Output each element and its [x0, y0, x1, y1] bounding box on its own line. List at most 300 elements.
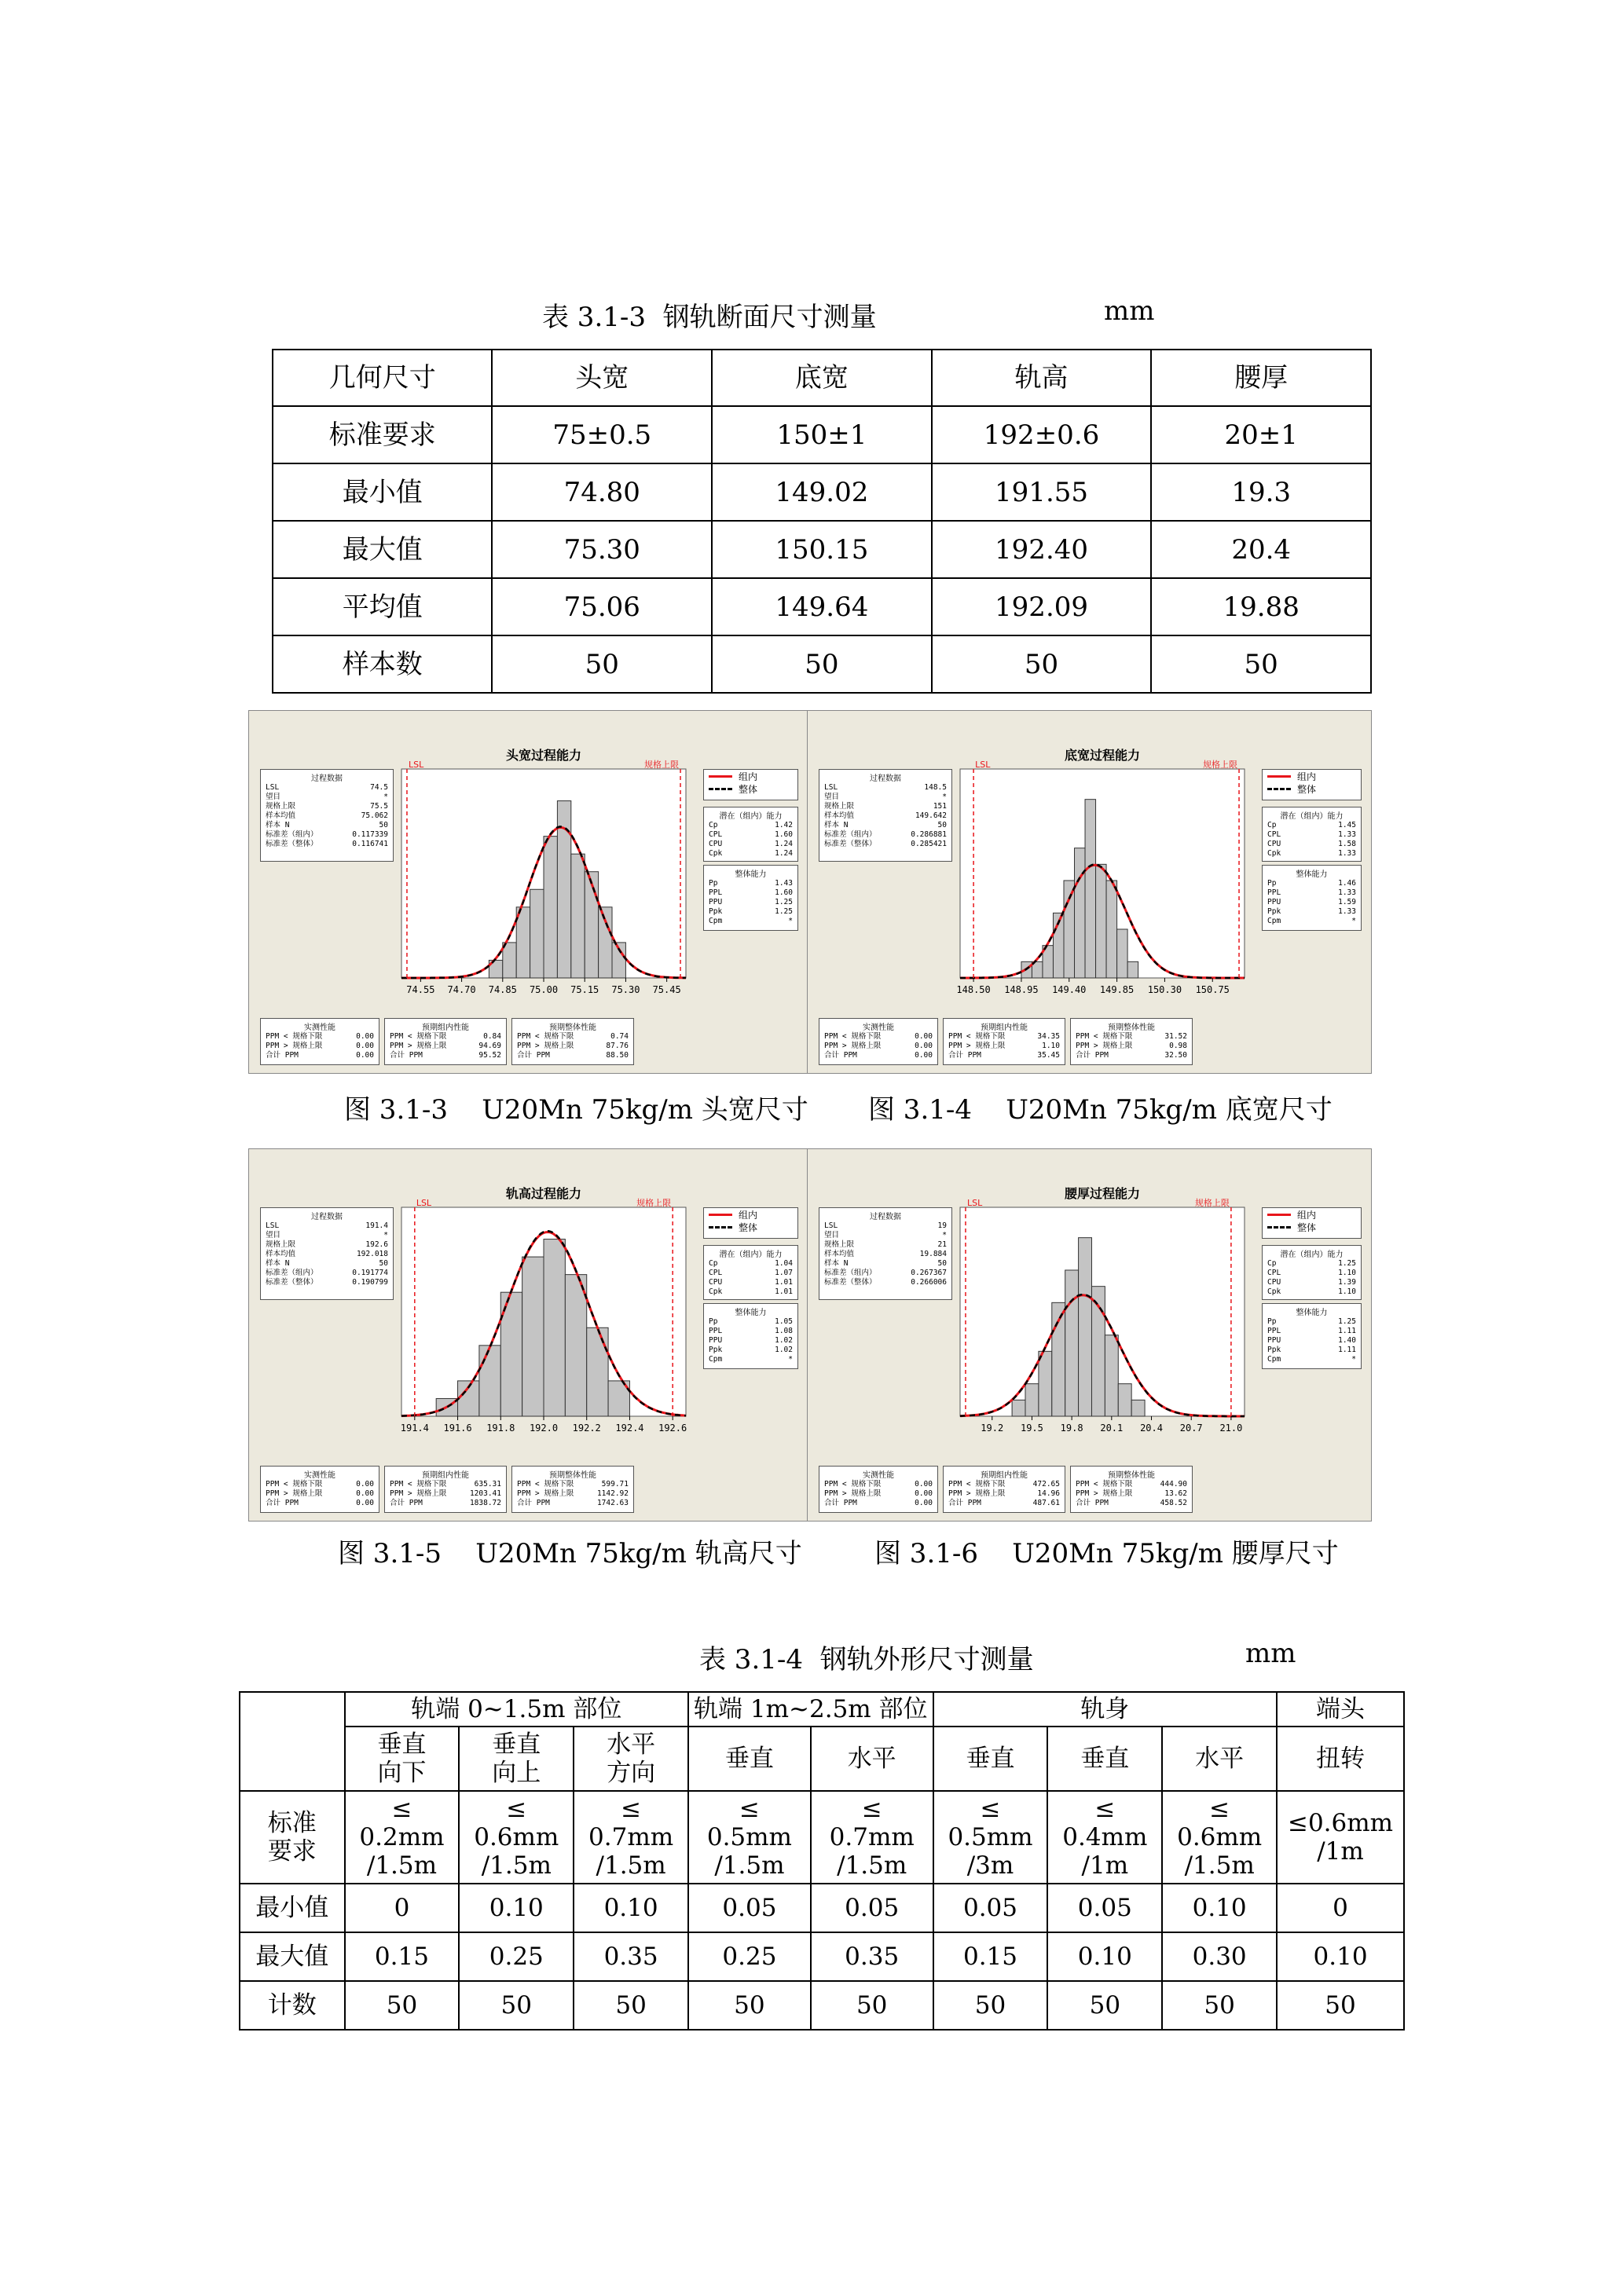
within-capability-box-value: 1.42 [775, 821, 793, 829]
table2-subheader-cell: 扭转 [1277, 1727, 1404, 1791]
process-data-box-label: 标准差（组内） [824, 1269, 877, 1277]
expected-within-box-value: 472.65 [1032, 1480, 1060, 1489]
table2-cell: ≤ 0.7mm /1.5m [811, 1791, 933, 1884]
histogram-bar [1025, 1384, 1039, 1416]
within-capability-box [1262, 1245, 1362, 1300]
table1-row [273, 406, 1371, 463]
x-tick-label: 20.7 [1179, 1423, 1203, 1434]
legend-item-overall [1263, 782, 1361, 795]
overall-capability-box-row [704, 1327, 797, 1336]
observed-performance-box-value: 0.00 [356, 1032, 374, 1041]
table2-cell: 50 [1162, 1981, 1277, 2030]
overall-capability-box-value: 1.11 [1338, 1327, 1356, 1335]
fig-caption-6: 图 3.1-6 U20Mn 75kg/m 腰厚尺寸 [874, 1538, 1339, 1569]
table2-cell: 50 [811, 1981, 933, 2030]
within-capability-box-value: 1.01 [775, 1278, 793, 1287]
table2-subheader-cell: 水平 [1162, 1727, 1277, 1791]
within-capability-box-row [1263, 830, 1361, 840]
expected-within-box-value: 95.52 [478, 1051, 501, 1060]
table2-cell: 0.30 [1162, 1932, 1277, 1981]
table2-subheader-cell: 垂直 向上 [459, 1727, 574, 1791]
overall-capability-box [1262, 1303, 1362, 1369]
legend-label-within: 组内 [1297, 1209, 1317, 1221]
table2-cell: 计数 [240, 1981, 345, 2030]
overall-capability-box-value: 1.08 [775, 1327, 793, 1335]
x-tick-label: 192.6 [658, 1423, 687, 1434]
process-data-box-row [819, 802, 951, 811]
table2-cell: 最小值 [240, 1884, 345, 1932]
expected-within-box-row [944, 1480, 1065, 1489]
expected-within-box [943, 1018, 1065, 1065]
observed-performance-box-value: 0.00 [356, 1042, 374, 1050]
table2-cell: ≤ 0.2mm /1.5m [345, 1791, 460, 1884]
expected-overall-box-value: 0.98 [1169, 1042, 1187, 1050]
x-tick-label: 150.30 [1147, 984, 1182, 995]
expected-within-box-label: PPM > 规格上限 [948, 1042, 1006, 1050]
overall-capability-box-title: 整体能力 [735, 870, 767, 879]
expected-overall-box-row [512, 1042, 633, 1051]
table2-row [240, 1884, 1404, 1932]
legend-label-overall: 整体 [1297, 783, 1317, 795]
legend-item-within [1263, 1208, 1361, 1221]
process-data-box-row [261, 1231, 393, 1240]
process-data-box-label: 规格上限 [824, 802, 855, 811]
process-data-box-title: 过程数据 [870, 774, 901, 783]
table1-row [273, 463, 1371, 521]
legend-swatch-within [709, 1214, 732, 1216]
overall-capability-box-value: * [1351, 917, 1356, 925]
chart-title: 腰厚过程能力 [1064, 1186, 1140, 1201]
observed-performance-box-label: PPM < 规格下限 [266, 1480, 323, 1489]
table2-row [240, 1932, 1404, 1981]
observed-performance-box-row [261, 1032, 379, 1042]
process-data-box-value: 50 [379, 1259, 388, 1268]
process-data-box-value: 0.191774 [352, 1269, 388, 1277]
process-data-box-row [819, 783, 951, 793]
table1-cell: 50 [712, 635, 932, 693]
within-capability-box-value: 1.39 [1338, 1278, 1356, 1287]
table1-cell: 192.40 [932, 521, 1152, 578]
overall-capability-box-value: 1.02 [775, 1336, 793, 1345]
process-data-box-value: 0.266006 [911, 1278, 947, 1287]
within-capability-box-label: CPU [1267, 840, 1281, 848]
overall-capability-box-value: 1.60 [775, 888, 793, 897]
legend-swatch-overall [709, 788, 732, 790]
table1-header-cell: 几何尺寸 [273, 350, 492, 406]
overall-capability-box-label: Cpm [709, 1355, 723, 1364]
process-data-box-row [819, 1250, 951, 1259]
process-data-box-label: 标准差（整体） [824, 1278, 877, 1287]
process-data-box-value: * [383, 1231, 388, 1240]
within-capability-box-title: 潜在（组内）能力 [1280, 1251, 1344, 1259]
table1-cell: 最小值 [273, 463, 492, 521]
expected-within-box-label: 合计 PPM [390, 1051, 423, 1060]
table2-cell: 最大值 [240, 1932, 345, 1981]
process-data-box-label: 样本均值 [824, 1250, 855, 1258]
table2-group-header: 轨端 0~1.5m 部位 [345, 1692, 688, 1727]
table1-row [273, 578, 1371, 635]
x-tick-label: 75.15 [570, 984, 599, 995]
expected-within-box [384, 1018, 507, 1065]
expected-overall-box-label: PPM < 规格下限 [1076, 1480, 1133, 1489]
histogram-bar [1127, 961, 1138, 978]
expected-overall-box-value: 444.90 [1160, 1480, 1187, 1489]
within-capability-box-value: 1.10 [1338, 1269, 1356, 1277]
within-capability-box-label: CPL [709, 1269, 723, 1277]
expected-within-box-value: 635.31 [474, 1480, 501, 1489]
capability-chart-base-width [807, 710, 1372, 1074]
process-data-box-value: 0.190799 [352, 1278, 388, 1287]
x-tick-label: 19.8 [1060, 1423, 1083, 1434]
table1-cell: 19.88 [1151, 578, 1371, 635]
histogram-bar [1039, 1351, 1052, 1416]
expected-within-box-label: 合计 PPM [948, 1499, 981, 1507]
expected-within-box-value: 487.61 [1032, 1499, 1060, 1507]
chart-title: 底宽过程能力 [1064, 748, 1140, 763]
within-capability-box-value: 1.60 [775, 830, 793, 839]
histogram-bar [544, 837, 557, 978]
within-capability-box-label: CPL [1267, 830, 1281, 839]
process-data-box-label: 望目 [824, 1231, 840, 1240]
observed-performance-box-label: PPM > 规格上限 [266, 1042, 323, 1050]
table2-group-header: 轨端 1m~2.5m 部位 [688, 1692, 933, 1727]
expected-within-box-row [385, 1051, 506, 1060]
x-tick-label: 20.1 [1100, 1423, 1124, 1434]
process-data-box-value: 50 [937, 821, 947, 829]
overall-capability-box-title: 整体能力 [735, 1309, 767, 1317]
process-data-box-label: 标准差（组内） [824, 830, 877, 839]
observed-performance-box-label: PPM > 规格上限 [266, 1489, 323, 1498]
table1-header-cell: 头宽 [492, 350, 712, 406]
table2-caption: 表 3.1-4 钢轨外形尺寸测量 [699, 1644, 1034, 1675]
process-data-box-value: 74.5 [370, 783, 388, 792]
expected-overall-box-label: PPM < 规格下限 [1076, 1032, 1133, 1041]
expected-overall-box-title: 预期整体性能 [549, 1471, 596, 1480]
within-capability-box-row [704, 840, 797, 849]
expected-overall-box-value: 31.52 [1164, 1032, 1187, 1041]
table2-cell: 0 [1277, 1884, 1404, 1932]
within-capability-box-label: Cpk [1267, 1287, 1281, 1296]
observed-performance-box-row [261, 1051, 379, 1060]
fig-caption-4: 图 3.1-4 U20Mn 75kg/m 底宽尺寸 [868, 1094, 1333, 1126]
expected-overall-box-label: PPM < 规格下限 [517, 1480, 574, 1489]
histogram-bar [587, 1327, 608, 1416]
observed-performance-box-label: 合计 PPM [266, 1499, 299, 1507]
expected-overall-box-row [512, 1051, 633, 1060]
observed-performance-box-value: 0.00 [356, 1499, 374, 1507]
expected-within-box-title: 预期组内性能 [981, 1023, 1028, 1032]
observed-performance-box-value: 0.00 [915, 1499, 933, 1507]
table2-cell: 0.10 [1162, 1884, 1277, 1932]
expected-overall-box-label: 合计 PPM [517, 1499, 550, 1507]
legend-item-overall [704, 782, 797, 795]
expected-overall-box [511, 1018, 634, 1065]
overall-capability-box-row [1263, 888, 1361, 898]
process-data-box-value: 192.6 [365, 1240, 388, 1249]
process-data-box-label: 望目 [266, 793, 281, 801]
expected-overall-box-value: 0.74 [610, 1032, 629, 1041]
process-data-box-value: * [942, 793, 947, 801]
table1-cell: 50 [492, 635, 712, 693]
table2-cell: 0.35 [811, 1932, 933, 1981]
overall-capability-box-row [704, 888, 797, 898]
process-data-box-value: 75.062 [361, 811, 388, 820]
within-capability-box-row [1263, 849, 1361, 859]
observed-performance-box [260, 1466, 379, 1513]
legend-label-overall: 整体 [739, 1221, 758, 1233]
table1-header-cell: 腰厚 [1151, 350, 1371, 406]
process-data-box-value: 149.642 [915, 811, 947, 820]
overall-capability-box-row [1263, 1317, 1361, 1327]
expected-overall-box-label: PPM > 规格上限 [1076, 1042, 1133, 1050]
overall-capability-box-row [704, 1355, 797, 1364]
expected-within-box-row [385, 1032, 506, 1042]
overall-capability-box-value: 1.33 [1338, 907, 1356, 916]
overall-capability-box-value: * [788, 917, 793, 925]
x-tick-label: 150.75 [1195, 984, 1230, 995]
table1-cell: 50 [1151, 635, 1371, 693]
expected-overall-box-value: 88.50 [606, 1051, 629, 1060]
chart-legend [703, 1207, 798, 1239]
table1-cell: 192±0.6 [932, 406, 1152, 463]
overall-capability-box [1262, 865, 1362, 931]
legend-swatch-within [709, 775, 732, 778]
process-data-box-label: LSL [266, 1221, 280, 1230]
x-tick-label: 21.0 [1219, 1423, 1243, 1434]
within-capability-box-row [1263, 840, 1361, 849]
within-capability-box-label: Cp [1267, 1259, 1277, 1268]
overall-capability-box [703, 865, 798, 931]
process-data-box-label: 标准差（整体） [266, 1278, 318, 1287]
within-capability-box [703, 1245, 798, 1300]
usl-label: 规格上限 [1194, 1198, 1230, 1208]
table2-subheader-cell: 垂直 [1047, 1727, 1162, 1791]
observed-performance-box-title: 实测性能 [304, 1023, 335, 1032]
within-capability-box-label: Cpk [1267, 849, 1281, 858]
overall-capability-box-value: 1.11 [1338, 1346, 1356, 1354]
table2-cell: ≤ 0.5mm /1.5m [688, 1791, 811, 1884]
x-tick-label: 149.85 [1099, 984, 1135, 995]
observed-performance-box-title: 实测性能 [304, 1471, 335, 1480]
observed-performance-box-label: 合计 PPM [824, 1499, 857, 1507]
table1-header-cell: 底宽 [712, 350, 932, 406]
table1-cell: 20.4 [1151, 521, 1371, 578]
process-data-box-row [261, 811, 393, 821]
observed-performance-box-row [261, 1489, 379, 1499]
within-capability-box-row [1263, 1269, 1361, 1278]
table1-cell: 19.3 [1151, 463, 1371, 521]
expected-within-box [384, 1466, 507, 1513]
expected-within-box-label: PPM > 规格上限 [390, 1489, 447, 1498]
expected-within-box-value: 94.69 [478, 1042, 501, 1050]
histogram-bar [1065, 1270, 1079, 1416]
histogram-bar [1064, 881, 1075, 978]
process-data-box-row [261, 783, 393, 793]
process-data-box-row [261, 802, 393, 811]
process-data-box [819, 769, 952, 862]
expected-within-box-label: 合计 PPM [390, 1499, 423, 1507]
observed-performance-box-row [261, 1042, 379, 1051]
within-capability-box-row [1263, 1287, 1361, 1297]
table2-cell: 0.05 [933, 1884, 1048, 1932]
process-data-box-label: 规格上限 [824, 1240, 855, 1249]
process-data-box-title: 过程数据 [311, 774, 343, 783]
expected-within-box-row [944, 1489, 1065, 1499]
lsl-label: LSL [966, 1198, 983, 1208]
process-data-box-row [261, 821, 393, 830]
expected-overall-box [1070, 1018, 1193, 1065]
table2-cell: ≤0.6mm /1m [1277, 1791, 1404, 1884]
process-data-box-title: 过程数据 [311, 1213, 343, 1221]
table2-cell: ≤ 0.6mm /1.5m [1162, 1791, 1277, 1884]
observed-performance-box-row [261, 1480, 379, 1489]
overall-capability-box-row [704, 1336, 797, 1346]
chart-legend [1262, 1207, 1362, 1239]
observed-performance-box-label: 合计 PPM [824, 1051, 857, 1060]
overall-capability-box-title: 整体能力 [1296, 1309, 1328, 1317]
process-data-box-row [819, 821, 951, 830]
expected-within-box-label: 合计 PPM [948, 1051, 981, 1060]
table2-cell: 50 [1047, 1981, 1162, 2030]
x-tick-label: 191.4 [400, 1423, 429, 1434]
table2-subheader-cell: 垂直 [688, 1727, 811, 1791]
process-data-box-label: 标准差（整体） [266, 840, 318, 848]
within-capability-box-value: 1.33 [1338, 830, 1356, 839]
process-data-box-row [819, 793, 951, 802]
table2-subheader-cell: 垂直 向下 [345, 1727, 460, 1791]
process-data-box-label: LSL [824, 783, 838, 792]
capability-chart-head-width [248, 710, 808, 1074]
within-capability-box-value: 1.58 [1338, 840, 1356, 848]
overall-capability-box-row [704, 907, 797, 917]
histogram-bar [530, 889, 544, 978]
histogram-bar [522, 1257, 544, 1416]
observed-performance-box-value: 0.00 [915, 1042, 933, 1050]
process-data-box-row [819, 1278, 951, 1287]
table2-cell: 0.10 [1277, 1932, 1404, 1981]
table1-cell: 75.06 [492, 578, 712, 635]
expected-within-box-row [385, 1489, 506, 1499]
overall-capability-box-value: 1.59 [1338, 898, 1356, 906]
process-data-box-value: * [383, 793, 388, 801]
table1-cell: 75.30 [492, 521, 712, 578]
within-capability-box-label: Cpk [709, 849, 723, 858]
overall-capability-box-row [1263, 1355, 1361, 1364]
within-capability-box-label: CPU [709, 1278, 723, 1287]
lsl-label: LSL [408, 760, 424, 770]
within-capability-box-row [1263, 1278, 1361, 1287]
overall-capability-box-label: Pp [709, 879, 718, 888]
within-capability-box-value: 1.33 [1338, 849, 1356, 858]
table1-cell: 74.80 [492, 463, 712, 521]
usl-label: 规格上限 [1203, 760, 1238, 770]
table1-cell: 191.55 [932, 463, 1152, 521]
process-data-box-value: 75.5 [370, 802, 388, 811]
table2-cell: 0.25 [459, 1932, 574, 1981]
legend-swatch-within [1267, 1214, 1291, 1216]
histogram-bar [1131, 1400, 1145, 1416]
overall-capability-box-row [1263, 1346, 1361, 1355]
expected-within-box-value: 1838.72 [469, 1499, 501, 1507]
table1-cell: 149.02 [712, 463, 932, 521]
process-data-box-value: 50 [379, 821, 388, 829]
fig-caption-5: 图 3.1-5 U20Mn 75kg/m 轨高尺寸 [338, 1538, 802, 1569]
table2-cell: 0.05 [811, 1884, 933, 1932]
process-data-box-value: 0.286881 [911, 830, 947, 839]
fig-caption-3: 图 3.1-3 U20Mn 75kg/m 头宽尺寸 [344, 1094, 808, 1126]
table2-cell: ≤ 0.5mm /3m [933, 1791, 1048, 1884]
histogram-bar [503, 943, 516, 978]
table2-row [240, 1981, 1404, 2030]
expected-within-box-label: PPM < 规格下限 [390, 1032, 447, 1041]
table1 [272, 349, 1372, 694]
lsl-label: LSL [975, 760, 991, 770]
expected-within-box-row [944, 1499, 1065, 1508]
expected-overall-box-value: 32.50 [1164, 1051, 1187, 1060]
histogram-bar [544, 1240, 565, 1416]
expected-within-box-label: PPM > 规格上限 [390, 1042, 447, 1050]
overall-capability-box-title: 整体能力 [1296, 870, 1328, 879]
table2 [239, 1691, 1405, 2031]
x-tick-label: 19.2 [981, 1423, 1004, 1434]
expected-within-box-label: PPM < 规格下限 [948, 1480, 1006, 1489]
histogram-bar [1012, 1400, 1025, 1416]
overall-capability-box-value: 1.25 [775, 907, 793, 916]
process-data-box-value: 21 [937, 1240, 947, 1249]
expected-overall-box-row [512, 1032, 633, 1042]
process-data-box-row [261, 1269, 393, 1278]
lsl-label: LSL [416, 1198, 432, 1208]
within-capability-box-label: CPU [709, 840, 723, 848]
process-data-box-row [819, 840, 951, 849]
expected-overall-box-row [512, 1480, 633, 1489]
process-data-box-label: 标准差（组内） [266, 830, 318, 839]
expected-overall-box-label: 合计 PPM [1076, 1051, 1109, 1060]
overall-capability-box-row [704, 898, 797, 907]
table1-cell: 150±1 [712, 406, 932, 463]
expected-within-box-label: PPM > 规格上限 [948, 1489, 1006, 1498]
overall-capability-box-label: Pp [1267, 879, 1277, 888]
observed-performance-box-label: 合计 PPM [266, 1051, 299, 1060]
overall-capability-box-label: PPU [1267, 1336, 1281, 1345]
legend-label-overall: 整体 [739, 783, 758, 795]
expected-overall-box-label: 合计 PPM [1076, 1499, 1109, 1507]
process-data-box-label: LSL [266, 783, 280, 792]
table1-header-cell: 轨高 [932, 350, 1152, 406]
table2-subheader-cell: 水平 方向 [574, 1727, 688, 1791]
overall-capability-box-label: Cpm [709, 917, 723, 925]
process-data-box-row [261, 1221, 393, 1231]
process-data-box-label: 样本均值 [266, 1250, 296, 1258]
overall-capability-box-row [704, 879, 797, 888]
table2-cell: 50 [574, 1981, 688, 2030]
observed-performance-box-value: 0.00 [356, 1051, 374, 1060]
within-capability-box-row [704, 1269, 797, 1278]
expected-overall-box-title: 预期整体性能 [549, 1023, 596, 1032]
observed-performance-box-label: PPM > 规格上限 [824, 1489, 882, 1498]
within-capability-box-row [704, 849, 797, 859]
expected-within-box-row [385, 1499, 506, 1508]
expected-within-box-value: 1.10 [1042, 1042, 1060, 1050]
expected-within-box-value: 0.84 [483, 1032, 501, 1041]
histogram-bar [1096, 864, 1107, 978]
expected-overall-box-label: PPM < 规格下限 [517, 1032, 574, 1041]
expected-overall-box-row [1071, 1051, 1192, 1060]
overall-capability-box-row [1263, 898, 1361, 907]
within-capability-box-value: 1.45 [1338, 821, 1356, 829]
process-data-box-label: LSL [824, 1221, 838, 1230]
expected-overall-box-row [1071, 1499, 1192, 1508]
